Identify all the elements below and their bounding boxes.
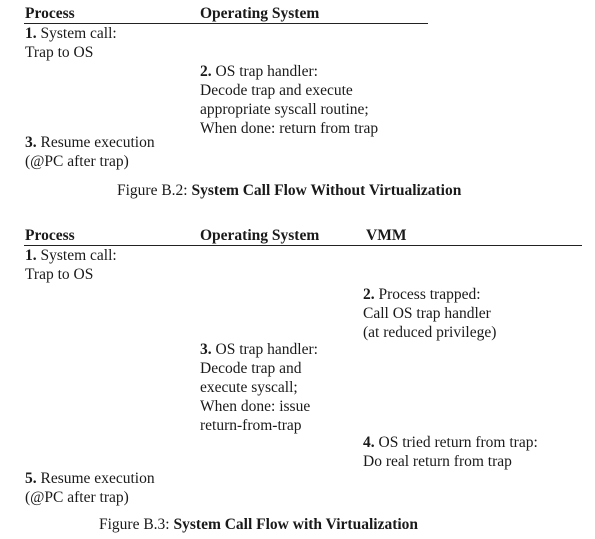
step-1 [25, 24, 117, 62]
step-text: Resume execution [40, 134, 155, 151]
step-number: 5. [25, 470, 37, 487]
caption-prefix: Figure B.2: [117, 182, 188, 199]
step-4 [363, 433, 538, 471]
step-text: OS tried return from trap: [378, 434, 538, 451]
step-text: Do real return from trap [363, 453, 512, 470]
step-5 [25, 469, 155, 507]
step-number: 3. [25, 134, 37, 151]
step-3 [25, 133, 155, 171]
step-text: return-from-trap [200, 417, 302, 434]
step-text: OS trap handler: [215, 341, 318, 358]
step-text: (@PC after trap) [25, 153, 129, 170]
step-text: execute syscall; [200, 379, 298, 396]
step-number: 1. [25, 25, 37, 42]
step-text: Decode trap and execute [200, 82, 353, 99]
step-text: Trap to OS [25, 44, 94, 61]
step-text: System call: [40, 247, 117, 264]
header-operating-system: Operating System [200, 5, 320, 22]
step-number: 2. [200, 63, 212, 80]
step-number: 3. [200, 341, 212, 358]
figure-b3-caption [99, 515, 418, 534]
header-vmm: VMM [366, 227, 407, 244]
step-text: Call OS trap handler [363, 305, 491, 322]
step-text: appropriate syscall routine; [200, 101, 369, 118]
step-number: 1. [25, 247, 37, 264]
step-1 [25, 246, 117, 284]
step-text: (at reduced privilege) [363, 324, 497, 341]
caption-prefix: Figure B.3: [99, 516, 170, 533]
step-text: When done: return from trap [200, 120, 379, 137]
step-text: (@PC after trap) [25, 489, 129, 506]
step-number: 4. [363, 434, 375, 451]
step-number: 2. [363, 286, 375, 303]
figure-b2-caption [117, 181, 461, 200]
header-process: Process [25, 227, 75, 244]
step-2 [200, 62, 378, 138]
step-text: System call: [40, 25, 117, 42]
step-text: Decode trap and [200, 360, 302, 377]
step-3 [200, 340, 318, 435]
step-2 [363, 285, 496, 342]
step-text: OS trap handler: [215, 63, 318, 80]
caption-title: System Call Flow with Virtualization [173, 516, 419, 533]
header-process: Process [25, 5, 75, 22]
step-text: Process trapped: [378, 286, 481, 303]
header-operating-system: Operating System [200, 227, 320, 244]
caption-title: System Call Flow Without Virtualization [191, 182, 462, 199]
step-text: Resume execution [40, 470, 155, 487]
step-text: Trap to OS [25, 266, 94, 283]
step-text: When done: issue [200, 398, 311, 415]
